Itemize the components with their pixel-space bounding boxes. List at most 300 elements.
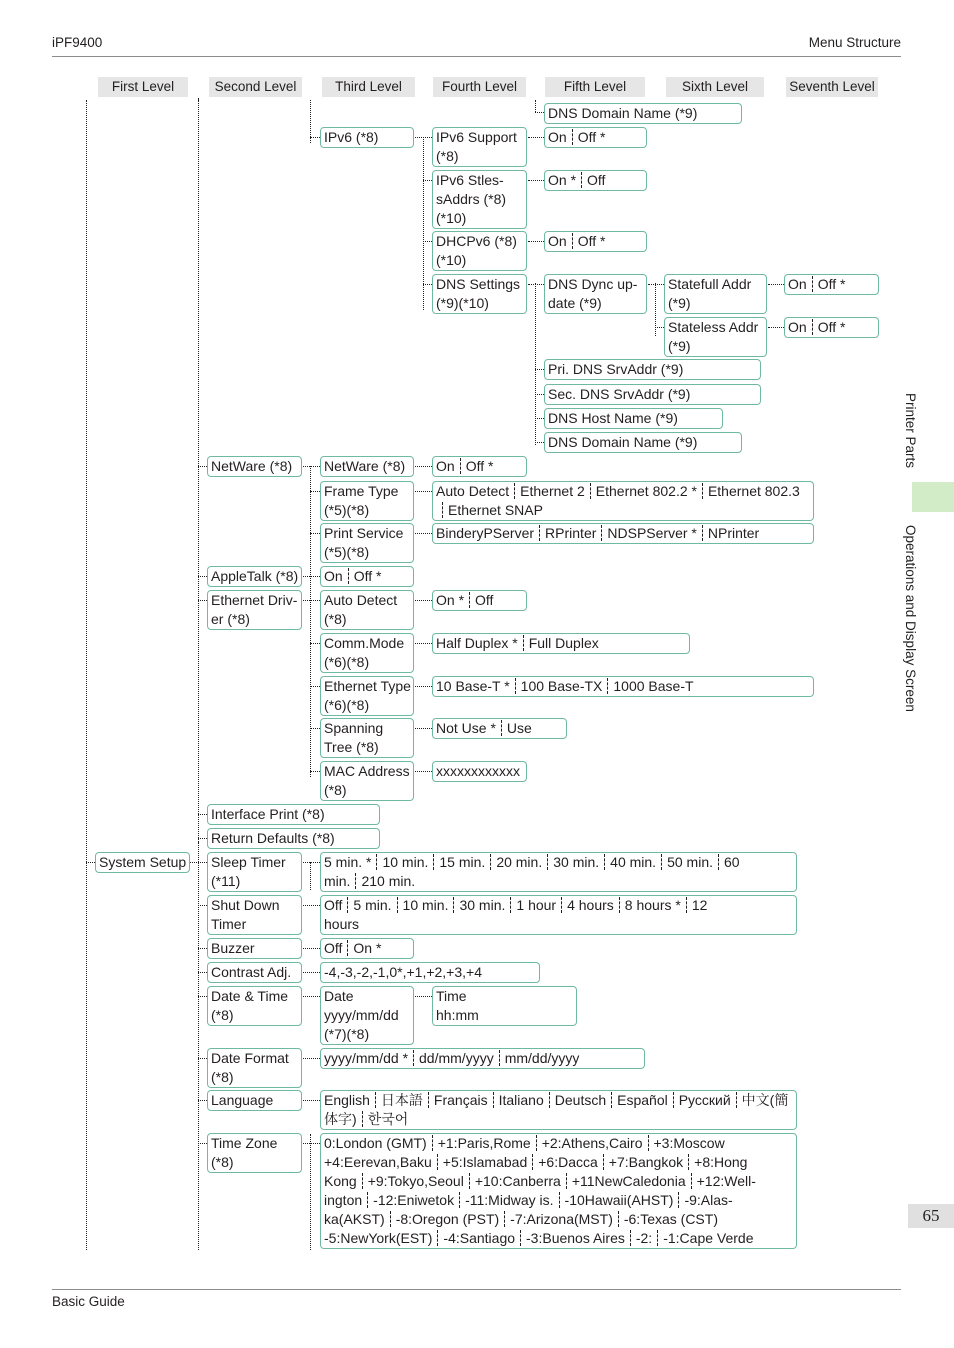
options-date-format-opt [320,1048,645,1069]
menu-item-dns-dync [544,274,647,314]
option-value: Deutsch [555,1092,612,1108]
menu-item-eth-type [320,676,414,716]
menu-item-label: Auto Detect [324,592,398,608]
menu-item-dhcpv6 [432,231,527,271]
tree-connector-horizontal [303,1143,320,1144]
tree-connector-horizontal [415,137,432,138]
menu-item-label: Contrast Adj. [211,964,292,980]
option-line [548,128,643,147]
option-line [436,482,810,501]
tree-connector-horizontal [655,327,664,328]
option-value: 10 Base-T * [436,678,516,694]
menu-item-dns-settings [432,274,527,314]
menu-item-label: Date & Time [211,988,289,1004]
menu-item-label: Tree (*8) [324,739,379,755]
side-tab-marker [912,482,954,512]
option-value: dd/mm/yyyy [419,1050,500,1066]
tree-connector-horizontal [310,686,320,687]
tree-connector-horizontal [535,369,544,370]
option-value: +4:Eerevan,Baku [324,1154,438,1170]
option-value: DNS Domain Name (*9) [548,105,698,121]
tree-connector-horizontal [303,996,320,997]
option-value: 20 min. [496,854,548,870]
menu-item-label: (*6)(*8) [324,654,370,670]
option-value: Not Use * [436,720,502,736]
option-value: 0:London (GMT) [324,1135,433,1151]
option-line [788,318,875,337]
tree-connector-vertical [535,283,536,445]
tree-connector-horizontal [768,327,784,328]
menu-item-label: Date [324,988,354,1004]
menu-item-label: IPv6 (*8) [324,129,379,145]
menu-item-label: (*6)(*8) [324,697,370,713]
option-line [324,1172,793,1191]
level-header: Fourth Level [433,77,526,97]
menu-item-label: IPv6 Support [436,129,517,145]
option-value: -4:Santiago [443,1230,521,1246]
option-line [436,457,523,476]
menu-item-ipv6-stless [432,170,527,229]
level-header: Third Level [322,77,415,97]
tree-connector-horizontal [310,771,320,772]
menu-item-date-time [207,986,302,1026]
option-value: NPrinter [707,525,760,541]
menu-item-label: Interface Print (*8) [211,806,325,822]
tree-connector-vertical [198,842,199,1250]
option-value: 60 [724,854,740,870]
footer-guide: Basic Guide [52,1294,125,1309]
option-value: +8:Hong [694,1154,748,1170]
option-value: 100 Base-TX [521,678,609,694]
option-value: Русский [679,1092,737,1108]
menu-item-label: Stateless Addr [668,319,759,335]
menu-item-label: Ethernet Driv- [211,592,298,608]
menu-item-label: (*10) [436,252,467,268]
menu-item-label: Sleep Timer [211,854,286,870]
tree-connector-horizontal [415,643,432,644]
options-netware-opt [432,456,527,477]
option-value: hours [324,916,360,932]
tree-connector-horizontal [303,948,320,949]
tree-connector-horizontal [198,1143,207,1144]
menu-item-label: (*8) [324,782,347,798]
option-line [436,634,686,653]
menu-item-time-zone [207,1133,302,1173]
tree-connector-horizontal [303,905,320,906]
options-dhcpv6-opt [544,231,647,252]
option-value: 5 min. * [324,854,377,870]
option-value: -4,-3,-2,-1,0*,+1,+2,+3,+4 [324,964,482,980]
tree-connector-horizontal [310,728,320,729]
options-appletalk-opt [320,566,414,587]
option-value: 210 min. [361,873,416,889]
tree-connector-horizontal [310,491,320,492]
tree-connector-horizontal [198,466,207,467]
option-value: -5:NewYork(EST) [324,1230,438,1246]
option-value: yyyy/mm/dd * [324,1050,414,1066]
menu-item-label: DHCPv6 (*8) [436,233,517,249]
tree-connector-horizontal [303,1058,320,1059]
tree-connector-horizontal [198,838,207,839]
option-line [324,567,410,586]
tree-connector-horizontal [528,284,544,285]
menu-item-label: Language [211,1092,274,1108]
option-value: -6:Texas (CST) [623,1211,718,1227]
option-value: Off * [817,276,846,292]
options-contrast-opt [320,962,540,983]
option-value: Half Duplex * [436,635,524,651]
menu-item-label: yyyy/mm/dd [324,1007,399,1023]
option-line [548,232,643,251]
tree-connector-horizontal [648,284,664,285]
level-header: Second Level [209,77,302,97]
menu-item-label: Spanning [324,720,384,736]
options-dns-domain-1 [544,103,742,124]
option-value: Kong [324,1173,363,1189]
options-print-service-opt [432,523,814,544]
menu-item-pri-dns [544,359,761,380]
menu-item-label: IPv6 Stles- [436,172,504,188]
menu-item-label: Shut Down [211,897,280,913]
menu-item-label: DNS Host Name (*9) [548,410,678,426]
tree-connector-horizontal [303,972,320,973]
option-line [324,1049,641,1068]
tree-connector-horizontal [423,180,432,181]
option-line [324,1191,793,1210]
menu-item-label: (*8) [211,1007,234,1023]
option-value: Off [324,940,348,956]
option-value: 5 min. [353,897,397,913]
menu-item-label: hh:mm [436,1007,479,1023]
menu-item-label: NetWare (*8) [211,458,293,474]
side-tab-printer-parts: Printer Parts [903,393,918,469]
option-value: 中文(簡 [741,1092,789,1108]
header-rule [52,56,901,57]
option-value: Off [475,592,494,608]
option-value: +12:Well- [696,1173,756,1189]
option-line [324,1091,793,1110]
menu-item-label: (*11) [211,873,241,889]
level-header: Fifth Level [545,77,645,97]
option-value: Off [324,897,348,913]
tree-connector-horizontal [768,284,784,285]
option-value: ington [324,1192,368,1208]
menu-item-interface-print [207,804,380,825]
menu-item-label: (*8) [211,1069,234,1085]
option-value: 한국어 [367,1111,409,1127]
menu-item-ipv6 [320,127,414,148]
tree-connector-horizontal [423,241,432,242]
option-value: +10:Canberra [475,1173,567,1189]
option-value: +5:Islamabad [443,1154,533,1170]
menu-item-statefull [664,274,767,314]
menu-item-label: (*9)(*10) [436,295,489,311]
option-line [436,762,523,781]
tree-connector-horizontal [415,466,432,467]
option-value: On [324,568,349,584]
menu-item-label: Ethernet Type [324,678,411,694]
menu-item-contrast [207,962,302,983]
option-value: +3:Moscow [653,1135,725,1151]
tree-connector-horizontal [303,466,320,467]
menu-item-dns-host [544,408,723,429]
menu-item-label: Pri. DNS SrvAddr (*9) [548,361,684,377]
options-buzzer-opt [320,938,414,959]
tree-connector-horizontal [198,905,207,906]
option-value: Off * [353,568,382,584]
menu-item-comm-mode [320,633,414,673]
tree-connector-horizontal [415,533,432,534]
tree-connector-horizontal [198,948,207,949]
menu-item-label: er (*8) [211,611,250,627]
tree-connector-horizontal [415,728,432,729]
menu-item-return-defaults [207,828,380,849]
option-value: -11:Midway is. [465,1192,559,1208]
menu-item-label: Date Format [211,1050,289,1066]
options-language-opt [320,1090,797,1130]
option-line [324,1134,793,1153]
menu-item-netware [207,456,302,477]
tree-connector-horizontal [310,533,320,534]
menu-item-language [207,1090,302,1111]
option-value: On [548,233,573,249]
option-value: 4 hours [567,897,620,913]
option-value: On * [353,940,382,956]
option-line [324,1153,793,1172]
option-value: -1:Cape Verde [663,1230,754,1246]
menu-item-label: (*10) [436,210,467,226]
option-value: BinderyPServer [436,525,540,541]
option-value: ka(AKST) [324,1211,391,1227]
option-value: English [324,1092,376,1108]
option-line [788,275,875,294]
menu-item-netware-3 [320,456,414,477]
menu-item-label: Time [436,988,467,1004]
option-value: Off [587,172,606,188]
menu-item-buzzer [207,938,302,959]
level-header: First Level [98,77,188,97]
menu-item-ipv6-support [432,127,527,167]
menu-item-time-sub [432,986,577,1026]
tree-connector-horizontal [415,686,432,687]
options-comm-mode-opt [432,633,690,654]
option-value: +1:Paris,Rome [438,1135,537,1151]
tree-connector-horizontal [86,862,95,863]
footer-rule [52,1289,901,1290]
menu-item-label: Comm.Mode [324,635,405,651]
level-header: Seventh Level [786,77,878,97]
menu-item-auto-detect [320,590,414,630]
options-stateless-opt [784,317,879,338]
tree-connector-vertical [655,283,656,336]
tree-connector-horizontal [535,394,544,395]
tree-connector-horizontal [303,862,320,863]
header-model: iPF9400 [52,35,103,50]
option-value: 10 min. [382,854,434,870]
tree-connector-horizontal [415,996,432,997]
option-value: 10 min. [403,897,455,913]
menu-item-frame-type [320,481,414,521]
menu-item-eth-driver [207,590,302,630]
option-line [324,1110,793,1129]
menu-item-label: DNS Domain Name (*9) [548,434,698,450]
header-section: Menu Structure [808,35,901,50]
menu-item-date-sub [320,986,414,1045]
page-number: 65 [908,1204,954,1228]
option-line [324,872,793,891]
option-value: +9:Tokyo,Seoul [368,1173,470,1189]
option-value: 40 min. [610,854,662,870]
option-value: 15 min. [439,854,491,870]
option-value: 8 hours * [625,897,687,913]
menu-item-sleep-timer [207,852,302,892]
option-separator [442,502,443,518]
option-value: Off * [577,129,606,145]
tree-connector-vertical [535,100,536,112]
option-value: Off * [465,458,494,474]
option-value: -9:Alas- [684,1192,733,1208]
tree-connector-horizontal [415,600,432,601]
menu-item-label: (*8) [324,611,347,627]
menu-item-print-service [320,523,414,563]
option-value: min. [324,873,356,889]
side-tab-operations: Operations and Display Screen [903,525,918,712]
option-line [324,896,793,915]
menu-item-label: Print Service [324,525,404,541]
menu-item-label: AppleTalk (*8) [211,568,299,584]
tree-connector-horizontal [535,112,544,113]
menu-item-dns-domain-2 [544,432,742,453]
tree-connector-horizontal [303,600,320,601]
tree-connector-horizontal [198,814,207,815]
option-value: Off * [577,233,606,249]
level-header: Sixth Level [666,77,764,97]
menu-item-date-format [207,1048,302,1088]
menu-item-label: Frame Type [324,483,399,499]
menu-item-appletalk [207,566,302,587]
option-value: Full Duplex [528,635,599,651]
option-value: Italiano [499,1092,550,1108]
tree-connector-horizontal [415,491,432,492]
option-value: -8:Oregon (PST) [396,1211,505,1227]
options-statefull-opt [784,274,879,295]
option-line [324,915,793,934]
option-line [436,524,810,543]
option-value: Off * [817,319,846,335]
option-line [548,171,643,190]
option-value: On [436,458,461,474]
option-value: On [548,129,573,145]
tree-connector-horizontal [310,643,320,644]
option-value: +6:Dacca [538,1154,604,1170]
option-value: Use [506,720,532,736]
menu-item-label: Sec. DNS SrvAddr (*9) [548,386,691,402]
option-value: +7:Bangkok [609,1154,689,1170]
option-line [436,591,523,610]
option-value: 体字) [324,1111,363,1127]
menu-item-label: Return Defaults (*8) [211,830,335,846]
menu-item-stateless [664,317,767,357]
option-value: 30 min. [459,897,511,913]
menu-item-system-setup [95,852,190,873]
option-value: Ethernet 2 [520,483,591,499]
tree-connector-vertical [310,466,311,777]
tree-connector-horizontal [198,996,207,997]
option-value: -2: [636,1230,658,1246]
options-time-zone [320,1133,797,1249]
tree-connector-horizontal [415,771,432,772]
option-value: Français [434,1092,494,1108]
options-eth-type-opt [432,676,814,697]
option-value: mm/dd/yyyy [504,1050,580,1066]
menu-item-label: (*5)(*8) [324,544,370,560]
option-value: -12:Eniwetok [373,1192,460,1208]
option-line [436,677,810,696]
menu-item-label: sAddrs (*8) [436,191,507,207]
tree-connector-horizontal [535,418,544,419]
tree-connector-horizontal [310,137,320,138]
menu-item-label: (*9) [668,295,691,311]
option-value: Español [617,1092,674,1108]
option-value: Ethernet SNAP [448,502,543,518]
menu-item-label: date (*9) [548,295,602,311]
option-value: On [788,276,813,292]
menu-item-label: MAC Address [324,763,410,779]
option-line [436,501,810,520]
option-value: NDSPServer * [607,525,702,541]
option-line [324,963,536,982]
option-value: Auto Detect [436,483,515,499]
option-value: -10Hawaii(AHST) [565,1192,680,1208]
tree-connector-horizontal [423,284,432,285]
options-frame-type-opt [432,481,814,521]
menu-item-label: Time Zone [211,1135,278,1151]
option-line [324,1210,793,1229]
tree-connector-vertical [310,862,311,890]
option-value: +2:Athens,Cairo [542,1135,649,1151]
tree-connector-horizontal [198,600,207,601]
option-value: 日本語 [381,1092,429,1108]
options-shut-opt [320,895,797,935]
option-value: 50 min. [667,854,719,870]
tree-connector-horizontal [535,442,544,443]
menu-item-shut-down [207,895,302,935]
tree-connector-horizontal [528,241,544,242]
menu-item-label: Statefull Addr [668,276,752,292]
option-value: 30 min. [553,854,605,870]
tree-connector-vertical [310,1134,311,1250]
option-value: On [788,319,813,335]
menu-item-label: (*7)(*8) [324,1026,370,1042]
option-value: On * [436,592,470,608]
menu-item-label: (*9) [668,338,691,354]
option-line [324,853,793,872]
options-spanning-opt [432,718,567,739]
menu-item-label: (*5)(*8) [324,502,370,518]
tree-connector-horizontal [528,180,544,181]
menu-item-label: System Setup [99,854,187,870]
option-value: 1000 Base-T [613,678,694,694]
menu-item-label: DNS Dync up- [548,276,638,292]
tree-connector-horizontal [198,1058,207,1059]
menu-item-label: (*8) [436,148,459,164]
option-value: +11NewCaledonia [572,1173,692,1189]
option-value: RPrinter [545,525,602,541]
menu-item-sec-dns [544,384,761,405]
menu-item-mac [320,761,414,801]
menu-item-spanning [320,718,414,758]
option-value: On * [548,172,582,188]
